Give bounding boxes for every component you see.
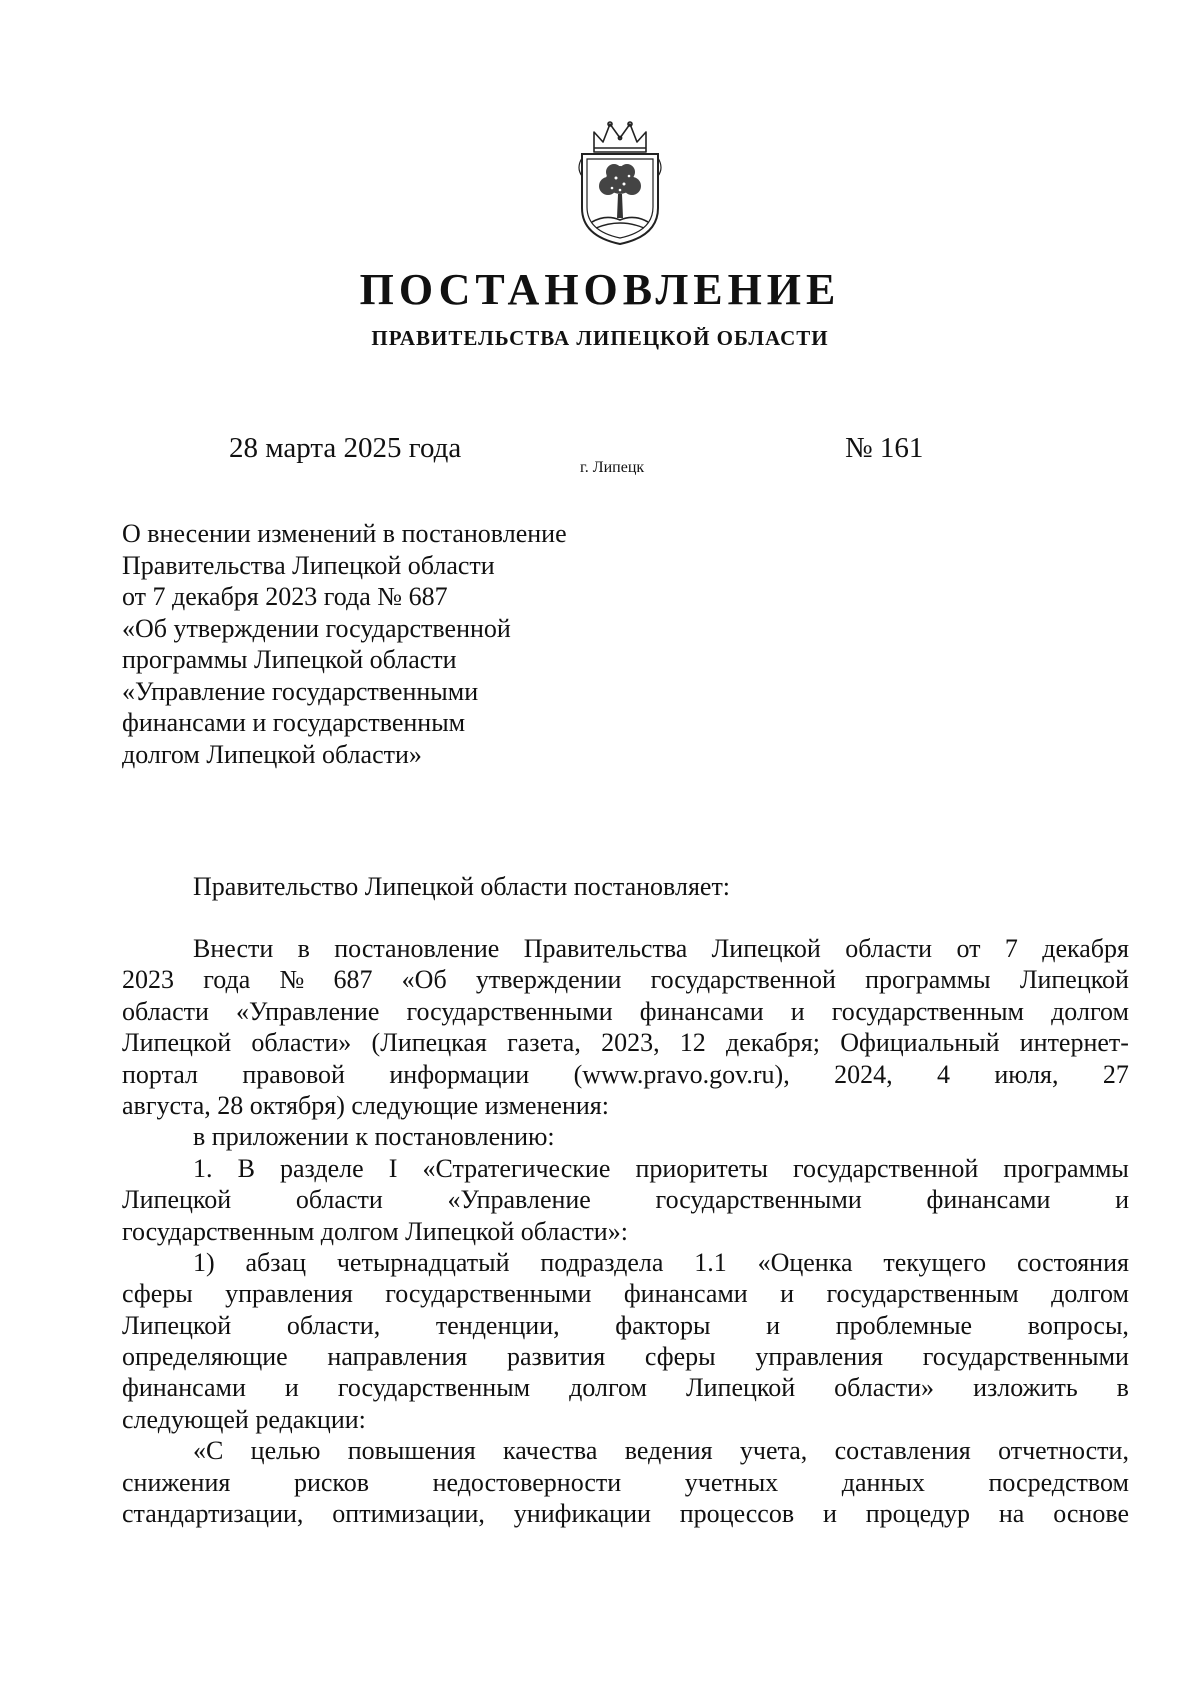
subject-line: Правительства Липецкой области — [122, 550, 495, 580]
body-word: государственными — [655, 1185, 862, 1215]
body-word: области, — [286, 1310, 381, 1340]
body-word: ведения — [624, 1436, 713, 1466]
body-word: 7 — [1004, 934, 1018, 963]
body-word: интернет- — [1019, 1028, 1129, 1058]
body-word: на — [998, 1499, 1025, 1529]
body-word: государственными — [406, 996, 613, 1026]
body-word: Липецкой — [1019, 965, 1129, 995]
body-word: области — [295, 1185, 383, 1215]
body-word: программы — [865, 965, 991, 995]
body-word: государственной — [650, 965, 836, 995]
body-line — [122, 1184, 1129, 1215]
body-word: сферы — [122, 1279, 193, 1309]
subject-line: от 7 декабря 2023 года № 687 — [122, 582, 448, 611]
body-word: данных — [841, 1467, 925, 1497]
body-word: 1. — [193, 1153, 213, 1183]
body-word: «Оценка — [757, 1247, 853, 1277]
body-word: управления — [755, 1342, 884, 1372]
body-word: «С — [193, 1436, 224, 1466]
body-word: качества — [503, 1436, 598, 1466]
body-word: области — [845, 934, 933, 963]
body-word: июля, — [994, 1059, 1059, 1089]
body-word: учета, — [739, 1436, 808, 1466]
body-word: развития — [506, 1342, 606, 1372]
body-word: разделе — [280, 1153, 364, 1183]
subject-line: программы Липецкой области — [122, 645, 457, 674]
body-word: Липецкой — [685, 1373, 796, 1403]
body-word: процессов — [679, 1499, 795, 1529]
body-word: 1) — [193, 1247, 215, 1277]
body-word: 2024, — [834, 1059, 893, 1089]
body-word: 2023, — [601, 1028, 660, 1058]
subject-line: долгом Липецкой области» — [122, 739, 422, 769]
body-word: целью — [250, 1436, 321, 1466]
body-word: и — [790, 996, 805, 1026]
body-word: финансами — [926, 1185, 1051, 1215]
body-word: учетных — [684, 1467, 779, 1497]
body-line — [122, 1498, 1129, 1529]
body-word: от — [956, 934, 981, 963]
issuing-authority: ПРАВИТЕЛЬСТВА ЛИПЕЦКОЙ ОБЛАСТИ — [371, 326, 829, 350]
body-line — [122, 1027, 1129, 1058]
body-line — [122, 1372, 1129, 1403]
body-word: информации — [389, 1059, 530, 1089]
body-line: в приложении к постановлению: — [193, 1122, 555, 1152]
body-word: газета, — [507, 1028, 581, 1058]
body-line — [122, 1435, 1129, 1466]
body-word: государственными — [385, 1279, 592, 1309]
body-word: определяющие — [122, 1342, 288, 1372]
body-word: Внести — [193, 934, 274, 963]
body-word: и — [780, 1279, 795, 1309]
body-word: направления — [327, 1342, 468, 1372]
body-word: состояния — [1016, 1247, 1129, 1277]
body-word: 12 — [679, 1028, 706, 1058]
body-word: долгом — [569, 1373, 647, 1403]
body-word: недостоверности — [432, 1467, 622, 1497]
document-place: г. Липецк — [580, 459, 645, 476]
body-word: портал — [122, 1059, 198, 1089]
subject-line: «Управление государственными — [122, 676, 479, 706]
body-word: области — [122, 996, 209, 1026]
body-word: «Об — [401, 965, 447, 995]
body-word: приоритеты — [635, 1153, 768, 1183]
body-word: I — [388, 1153, 398, 1183]
body-word: государственным — [826, 1279, 1019, 1309]
body-word: долгом — [1051, 1279, 1129, 1309]
body-line: государственным долгом Липецкой области»: — [122, 1216, 628, 1246]
body-line: августа, 28 октября) следующие изменения: — [122, 1090, 609, 1120]
body-line — [122, 1247, 1129, 1278]
body-word: (Липецкая — [371, 1028, 487, 1058]
coat-of-arms-emblem — [572, 118, 668, 246]
body-word: постановление — [334, 934, 500, 963]
body-line — [122, 996, 1129, 1027]
body-word: сферы — [644, 1342, 716, 1372]
body-word: проблемные — [835, 1310, 973, 1340]
body-line — [122, 1278, 1129, 1309]
body-word: Липецкой — [122, 1028, 232, 1058]
body-word: (www.pravo.gov.ru), — [573, 1059, 790, 1089]
body-word: области» — [251, 1028, 352, 1058]
body-line — [122, 1059, 1129, 1090]
body-word: подраздела — [540, 1247, 664, 1277]
body-word: основе — [1053, 1499, 1129, 1529]
body-word: № — [279, 965, 305, 995]
body-word: оптимизации, — [332, 1499, 485, 1529]
body-word: В — [237, 1153, 255, 1183]
body-word: рисков — [293, 1467, 369, 1497]
body-word: и — [766, 1310, 781, 1340]
body-word: унификации — [513, 1499, 651, 1529]
body-word: Липецкой — [122, 1185, 232, 1215]
body-line — [122, 1341, 1129, 1372]
body-word: и — [284, 1373, 299, 1403]
body-word: финансами — [623, 1279, 748, 1309]
body-word: государственным — [831, 996, 1025, 1026]
body-word: «Управление — [235, 996, 380, 1026]
body-word: факторы — [615, 1310, 711, 1340]
body-word: четырнадцатый — [336, 1247, 510, 1277]
body-word: «Управление — [447, 1185, 591, 1215]
body-line — [122, 933, 1129, 964]
body-word: года — [203, 965, 251, 995]
body-word: финансами — [122, 1373, 246, 1403]
body-word: и — [822, 1499, 837, 1529]
body-word: в — [1116, 1373, 1129, 1403]
body-word: 4 — [937, 1059, 950, 1089]
body-word: посредством — [988, 1467, 1129, 1497]
body-word: абзац — [245, 1247, 307, 1277]
subject-line: «Об утверждении государственной — [122, 613, 511, 643]
body-word: процедур — [865, 1499, 971, 1529]
document-type-title: ПОСТАНОВЛЕНИЕ — [359, 265, 841, 314]
document-number: № 161 — [845, 432, 924, 464]
body-word: государственным — [337, 1373, 531, 1403]
body-word: управления — [225, 1279, 353, 1309]
body-word: 27 — [1102, 1059, 1129, 1089]
body-word: декабря; — [726, 1028, 820, 1058]
body-line — [122, 1153, 1129, 1184]
subject-line: О внесении изменений в постановление — [122, 519, 567, 548]
body-word: вопросы, — [1027, 1310, 1129, 1340]
body-word: составления — [834, 1436, 971, 1466]
body-word: правовой — [242, 1059, 345, 1089]
body-word: повышения — [347, 1436, 476, 1466]
body-word: утверждении — [475, 965, 622, 995]
body-word: стандартизации, — [122, 1499, 304, 1529]
body-word: Правительства — [523, 934, 688, 963]
body-word: Официальный — [840, 1028, 1000, 1058]
body-word: и — [1115, 1185, 1129, 1215]
preamble-statement: Правительство Липецкой области постановляет: — [193, 872, 731, 901]
body-word: финансами — [639, 996, 764, 1026]
body-word: снижения — [122, 1467, 231, 1497]
document-date: 28 марта 2025 года — [229, 432, 462, 464]
body-word: отчетности, — [998, 1436, 1129, 1466]
body-line — [122, 964, 1129, 995]
body-word: Липецкой — [122, 1310, 232, 1340]
body-line: следующей редакции: — [122, 1404, 366, 1434]
body-word: тенденции, — [435, 1310, 560, 1340]
body-word: области» — [834, 1373, 935, 1403]
body-line — [122, 1310, 1129, 1341]
body-word: государственной — [793, 1153, 979, 1183]
body-word: Липецкой — [711, 934, 821, 963]
document-subject — [122, 518, 642, 770]
body-word: в — [297, 934, 310, 963]
body-text — [122, 933, 1129, 1529]
body-word: долгом — [1051, 996, 1129, 1026]
body-word: 2023 — [122, 965, 174, 995]
body-word: государственными — [922, 1342, 1129, 1372]
body-word: программы — [1003, 1153, 1129, 1183]
body-word: декабря — [1042, 934, 1129, 963]
body-word: изложить — [973, 1373, 1078, 1403]
body-word: «Стратегические — [422, 1153, 611, 1183]
subject-line: финансами и государственным — [122, 708, 466, 737]
body-word: 687 — [333, 965, 373, 995]
body-word: текущего — [883, 1247, 987, 1277]
body-line — [122, 1467, 1129, 1498]
body-word: 1.1 — [694, 1247, 727, 1277]
